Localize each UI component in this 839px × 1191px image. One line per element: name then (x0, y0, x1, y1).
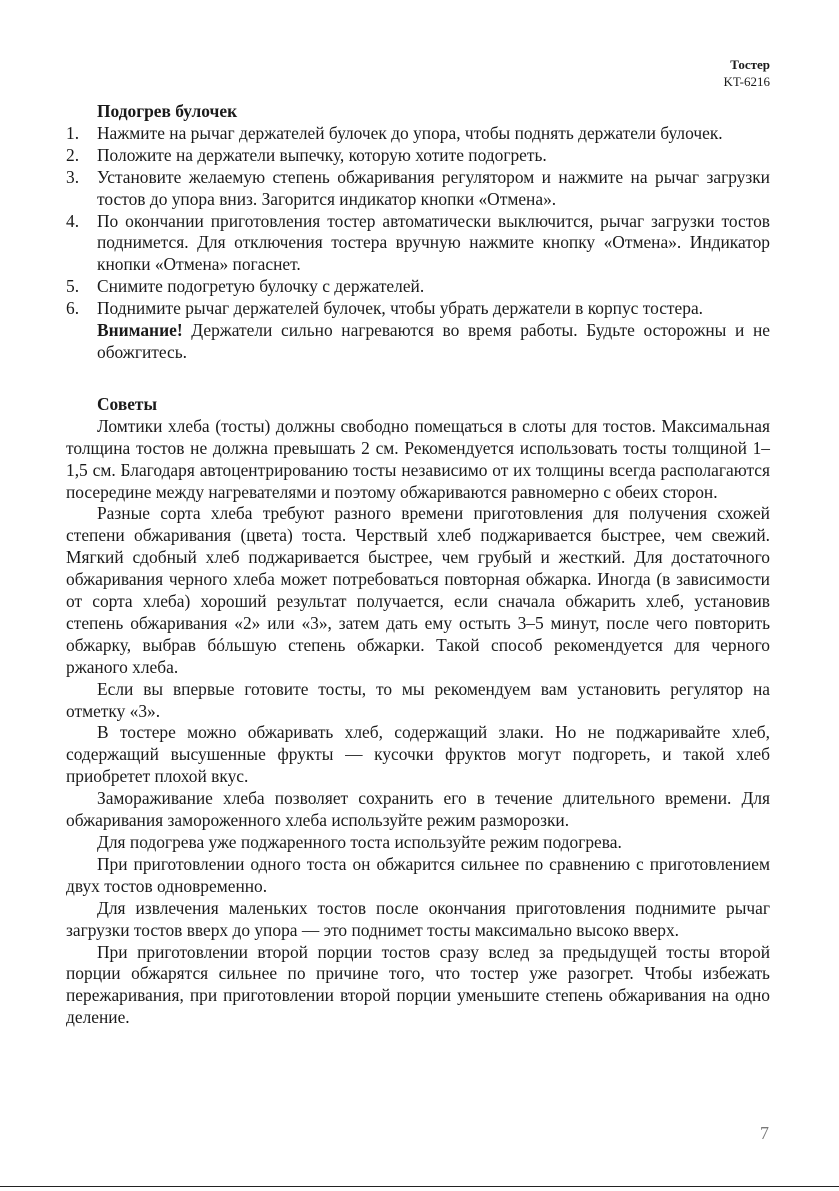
page-number: 7 (760, 1123, 769, 1143)
step-text: Установите желаемую степень обжаривания регулятором и нажмите на рычаг загрузки тостов до упора вниз. Загорится индикатор кнопки «Отмена». (97, 166, 770, 209)
step-number: 4. (66, 210, 80, 231)
tip-paragraph: Замораживание хлеба позволяет сохранить его в течение длительного времени. Для обжаривания замороженного хлеба используйте режим разморозки. (66, 788, 770, 831)
attention-note (66, 320, 770, 364)
step-text: По окончании приготовления тостер автоматически выключится, рычаг загрузки тостов поднимется. Для отключения тостера вручную нажмите кнопку «Отмена». Индикатор кнопки «Отмена» погаснет. (97, 210, 770, 275)
step-number: 2. (66, 144, 80, 165)
tip-paragraph: Для подогрева уже поджаренного тоста используйте режим подогрева. (97, 832, 622, 852)
list-item (66, 298, 770, 320)
list-item (66, 276, 770, 298)
tip-paragraph: В тостере можно обжаривать хлеб, содержащий злаки. Но не поджаривайте хлеб, содержащий высушенные фрукты — кусочки фруктов могут подгореть, и такой хлеб приобретет плохой вкус. (66, 722, 770, 787)
section-title-bun-warming: Подогрев булочек (97, 101, 238, 121)
tip-paragraph: Ломтики хлеба (тосты) должны свободно помещаться в слоты для тостов. Максимальная толщина тостов не должна превышать 2 см. Рекомендуется использовать тосты толщиной 1–1,5 см. Благодаря автоцентрированию тосты независимо от их толщины всегда располагаются посередине между нагревателями и поэтому обжариваются равномерно с обеих сторон. (66, 415, 770, 502)
step-number: 5. (66, 276, 80, 297)
header-model: KT-6216 (723, 74, 770, 89)
header-product: Тостер (730, 57, 770, 72)
list-item (66, 167, 770, 211)
tip-paragraph: Если вы впервые готовите тосты, то мы рекомендуем вам установить регулятор на отметку «3». (66, 678, 770, 721)
tip-paragraph: При приготовлении второй порции тостов сразу вслед за предыдущей тосты второй порции обжарятся сильнее по причине того, что тостер уже разогрет. Чтобы избежать пережаривания, при приготовлении второй порции уменьшите степень обжаривания на одно деление. (66, 941, 770, 1028)
step-number: 6. (66, 298, 80, 319)
tip-paragraph: При приготовлении одного тоста он обжарится сильнее по сравнению с приготовлением двух тостов одновременно. (66, 853, 770, 896)
step-text: Снимите подогретую булочку с держателей. (97, 276, 425, 297)
section-spacer (66, 364, 770, 394)
step-text: Поднимите рычаг держателей булочек, чтобы убрать держатели в корпус тостера. (97, 298, 704, 319)
steps-list (66, 123, 770, 320)
list-item (66, 123, 770, 145)
tips-body (66, 416, 770, 1029)
attention-label: Внимание! (97, 320, 183, 341)
attention-text: Держатели сильно нагреваются во время работы. Будьте осторожны и не обожгитесь. (97, 320, 770, 362)
step-number: 3. (66, 166, 80, 187)
step-text: Нажмите на рычаг держателей булочек до упора, чтобы поднять держатели булочек. (97, 122, 723, 143)
section-title-tips: Советы (97, 393, 158, 414)
page-header (724, 56, 770, 90)
step-number: 1. (66, 122, 80, 143)
list-item (66, 211, 770, 277)
step-text: Положите на держатели выпечку, которую хотите подогреть. (97, 144, 547, 165)
page-content (66, 101, 770, 1029)
list-item (66, 145, 770, 167)
tip-paragraph: Для извлечения маленьких тостов после окончания приготовления поднимите рычаг загрузки тостов вверх до упора — это поднимет тосты максимально высоко вверх. (66, 897, 770, 940)
tip-paragraph: Разные сорта хлеба требуют разного времени приготовления для получения схожей степени обжаривания (цвета) тоста. Черствый хлеб поджаривается быстрее, чем свежий. Мягкий сдобный хлеб поджаривается быстрее, чем грубый и жесткий. Для достаточного обжаривания черного хлеба может потребоваться повторная обжарка. Иногда (в зависимости от сорта хлеба) хороший результат получается, если сначала обжарить хлеб, установив степень обжаривания «2» или «3», затем дать ему остыть 3–5 минут, после чего повторить обжарку, выбрав бóльшую степень обжарки. Такой способ рекомендуется для черного ржаного хлеба. (66, 503, 770, 677)
page-bottom-divider (0, 1186, 839, 1187)
